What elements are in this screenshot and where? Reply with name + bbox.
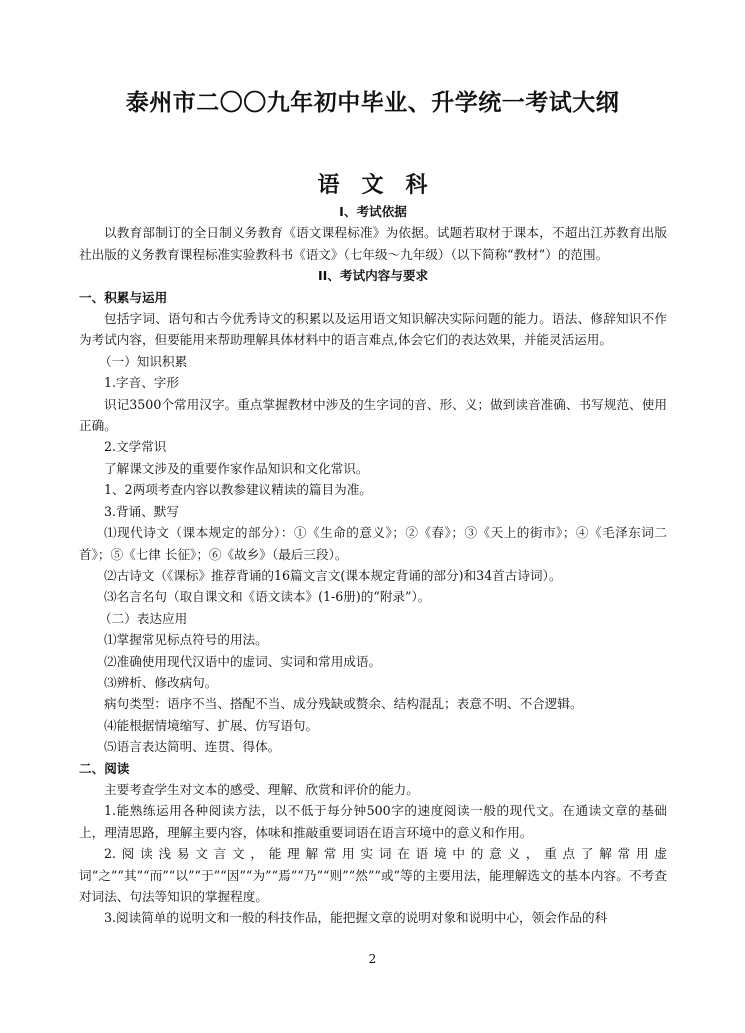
part-heading-reading: 二、阅读 — [79, 760, 130, 776]
reading-item-1: 1.能熟练运用各种阅读方法，以不低于每分钟500字的速度阅读一般的现代文。在通读文章的基础上，理清思路，理解主要内容，体味和推敲重要词语在语言环境中的意义和作用。 — [79, 803, 667, 840]
section-heading-content: II、考试内容与要求 — [317, 268, 429, 284]
subheading-expression: （二）表达应用 — [99, 610, 188, 626]
item-title-pronunciation: 1.字音、字形 — [104, 375, 179, 391]
item-title-recitation: 3.背诵、默写 — [104, 503, 179, 519]
recitation-item-3: ⑶名言名句（取自课文和《语文读本》(1-6册)的“附录”）。 — [104, 589, 431, 605]
reading-item-2: 2.阅读浅易文言文，能理解常用实词在语境中的意义，重点了解常用虚词“之”“其”“而”“以”“于”“因”“为”“焉”“乃”“则”“然”“或”等的主要用法，能理解选文的基本内容。不考查对词法、句法等知识的掌握程度。 — [79, 846, 667, 904]
expression-note-sentence-types: 病句类型：语序不当、搭配不当、成分残缺或赘余、结构混乱；表意不明、不合逻辑。 — [104, 696, 583, 712]
expression-item-1: ⑴掌握常见标点符号的用法。 — [104, 632, 268, 648]
subject-heading: 语文科 — [317, 173, 450, 198]
document-body — [79, 201, 667, 929]
part-heading-accumulation: 一、积累与运用 — [79, 289, 168, 305]
expression-item-4: ⑷能根据情境缩写、扩展、仿写语句。 — [104, 717, 319, 733]
expression-item-2: ⑵准确使用现代汉语中的虚词、实词和常用成语。 — [104, 653, 382, 669]
recitation-item-2: ⑵古诗文（《课标》推荐背诵的16篇文言文(课本规定背诵的部分)和34首古诗词）。 — [104, 567, 562, 583]
item-text-literature: 了解课文涉及的重要作家作品知识和文化常识。 — [104, 460, 369, 476]
subheading-knowledge: （一）知识积累 — [99, 353, 188, 369]
page-number: 2 — [368, 952, 377, 966]
expression-item-3: ⑶辨析、修改病句。 — [104, 674, 218, 690]
paragraph-basis: 以教育部制订的全日制义务教育《语文课程标准》为依据。试题若取材于课本，不超出江苏教育出版社出版的义务教育课程标准实验教科书《语文》（七年级～九年级）（以下简称“教材”）的范围。 — [79, 225, 667, 262]
item-text-pronunciation: 识记3500个常用汉字。重点掌握教材中涉及的生字词的音、形、义；做到读音准确、书写规范、使用正确。 — [79, 396, 667, 434]
expression-item-5: ⑸语言表达简明、连贯、得体。 — [104, 739, 281, 755]
reading-item-3: 3.阅读简单的说明文和一般的科技作品，能把握文章的说明对象和说明中心，领会作品的科 — [104, 910, 608, 926]
paragraph-accumulation: 包括字词、语句和古今优秀诗文的积累以及运用语文知识解决实际问题的能力。语法、修辞知识不作为考试内容，但要能用来帮助理解具体材料中的语言难点,体会它们的表达效果，并能灵活运用。 — [79, 311, 667, 348]
recitation-item-1: ⑴现代诗文（课本规定的部分）：①《生命的意义》；②《春》；③《天上的街市》；④《毛泽东词二首》；⑤《七律 长征》；⑥《故乡》（最后三段）。 — [79, 525, 667, 562]
paragraph-reading: 主要考查学生对文本的感受、理解、欣赏和评价的能力。 — [104, 781, 419, 797]
section-heading-basis: I、考试依据 — [339, 204, 407, 219]
item-title-literature: 2.文学常识 — [104, 439, 167, 455]
document-title: 泰州市二〇〇九年初中毕业、升学统一考试大纲 — [125, 90, 620, 116]
note-items-1-2: 1、2两项考查内容以教参建议精读的篇目为准。 — [104, 482, 372, 498]
